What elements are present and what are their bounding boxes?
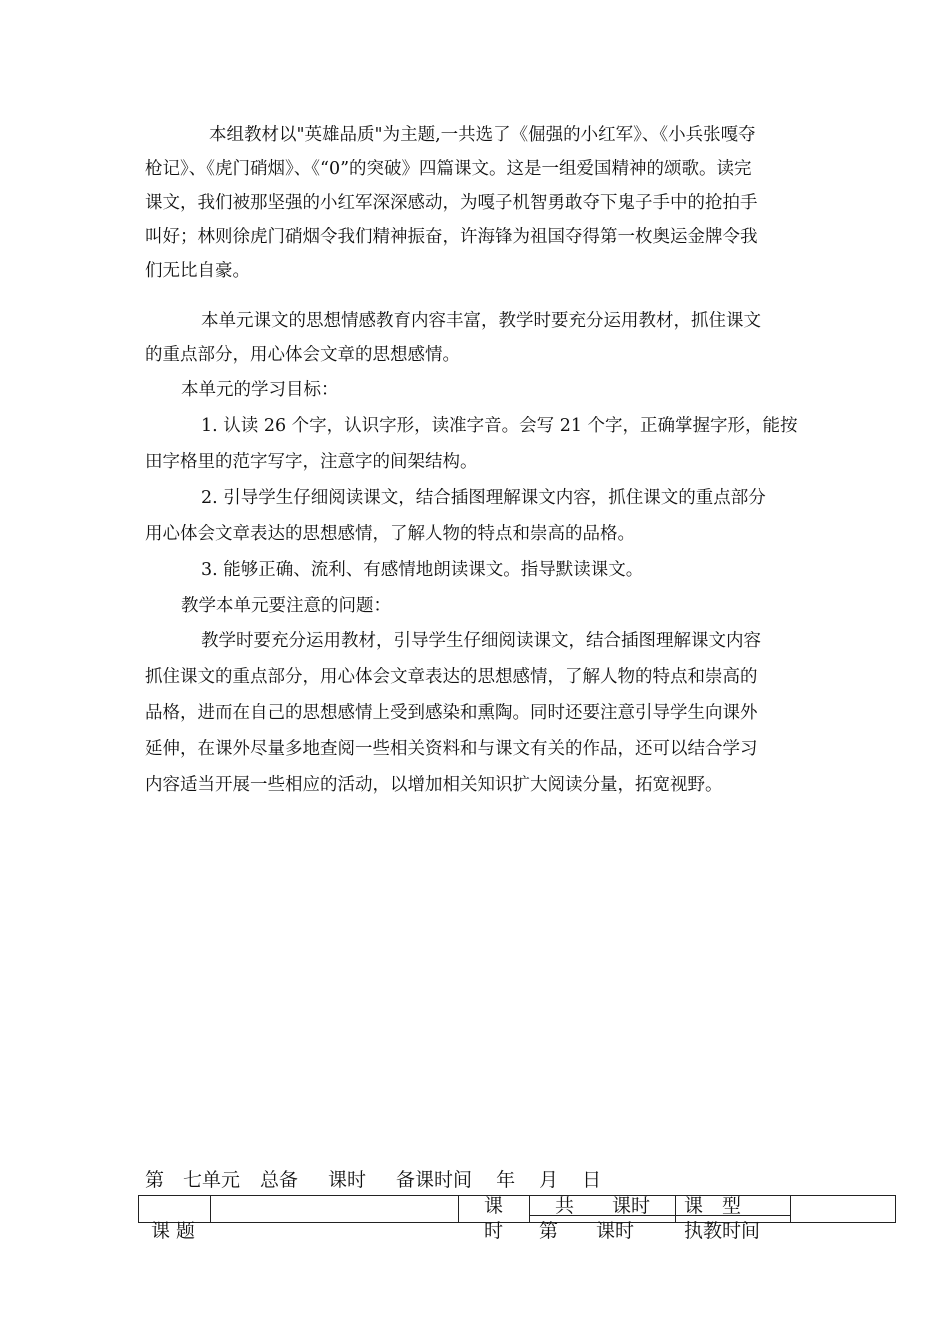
body-line: 延伸，在课外尽量多地查阅一些相关资料和与课文有关的作品，还可以结合学习 [145, 739, 758, 759]
body-line: 本组教材以"英雄品质"为主题,一共选了《倔强的小红军》、《小兵张嘎夺 [209, 125, 756, 145]
lesson-label: 课 [484, 1195, 504, 1217]
goal-item: 1. 认读 26 个字，认识字形，读准字音。会写 21 个字，正确掌握字形，能按 [201, 416, 798, 436]
table-divider [675, 1195, 676, 1223]
body-line: 叫好；林则徐虎门硝烟令我们精神振奋，许海锋为祖国夺得第一枚奥运金牌令我 [145, 227, 758, 247]
body-line: 抓住课文的重点部分，用心体会文章表达的思想感情，了解人物的特点和崇高的 [145, 667, 758, 687]
table-divider [210, 1195, 211, 1223]
table-divider [529, 1195, 530, 1223]
body-line: 田字格里的范字写字，注意字的间架结构。 [145, 452, 478, 472]
lessons-label: 课时 [328, 1169, 367, 1191]
body-line: 品格，进而在自己的思想感情上受到感染和熏陶。同时还要注意引导学生向课外 [145, 703, 758, 723]
day-label: 日 [582, 1169, 602, 1191]
goal-item: 2. 引导学生仔细阅读课文，结合插图理解课文内容，抓住课文的重点部分 [201, 488, 766, 508]
lesson-header [145, 1168, 601, 1192]
lesson-label: 时 [484, 1220, 504, 1242]
nth-lesson-label: 第 课时 [539, 1220, 635, 1242]
section-heading: 教学本单元要注意的问题： [181, 596, 391, 616]
body-line: 的重点部分，用心体会文章的思想感情。 [145, 345, 460, 365]
goal-item: 3. 能够正确、流利、有感情地朗读课文。指导默读课文。 [201, 560, 644, 580]
body-line: 枪记》、《虎门硝烟》、《“0”的突破》四篇课文。这是一组爱国精神的颂歌。读完 [145, 159, 752, 179]
total-label: 总备 [260, 1169, 299, 1191]
body-line: 内容适当开展一些相应的活动，以增加相关知识扩大阅读分量，拓宽视野。 [145, 775, 723, 795]
topic-label: 课 题 [151, 1220, 196, 1242]
body-line: 用心体会文章表达的思想感情，了解人物的特点和崇高的品格。 [145, 524, 635, 544]
section-heading: 本单元的学习目标： [181, 380, 339, 400]
body-line: 们无比自豪。 [145, 261, 250, 281]
body-line: 课文，我们被那坚强的小红军深深感动，为嘎子机智勇敢夺下鬼子手中的抢拍手 [145, 193, 758, 213]
lesson-type-label: 课 型 [684, 1195, 742, 1217]
lesson-info-table [138, 1195, 896, 1242]
exec-time-label: 执教时间 [684, 1220, 761, 1242]
table-border [138, 1195, 896, 1223]
body-line: 教学时要充分运用教材，引导学生仔细阅读课文，结合插图理解课文内容 [201, 631, 761, 651]
table-divider [458, 1195, 459, 1223]
body-line: 本单元课文的思想情感教育内容丰富，教学时要充分运用教材，抓住课文 [201, 311, 761, 331]
table-divider [790, 1195, 791, 1223]
total-lessons-label: 共 课时 [555, 1195, 651, 1217]
year-label: 年 [496, 1169, 516, 1191]
prep-time-label: 备课时间 [396, 1169, 473, 1191]
unit-label: 第 七单元 [145, 1169, 241, 1191]
month-label: 月 [539, 1169, 559, 1191]
